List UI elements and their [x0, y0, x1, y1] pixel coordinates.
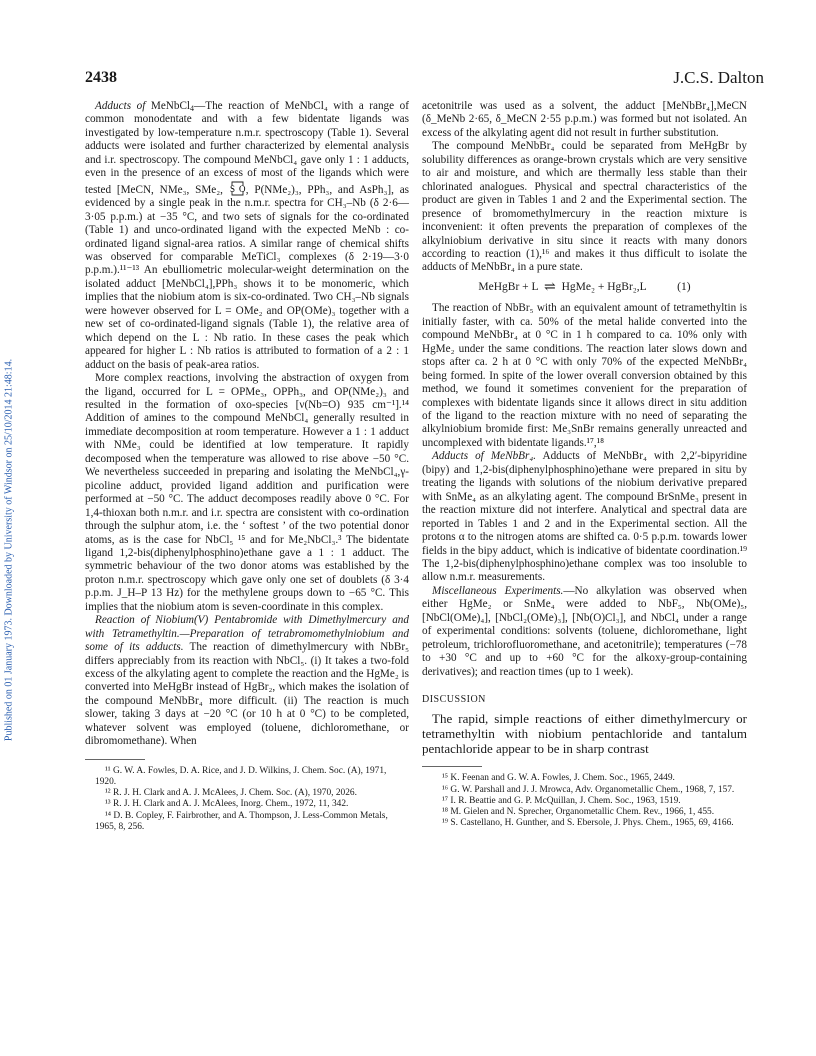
footnotes-left — [85, 766, 409, 833]
paragraph-adducts-mecl4: Adducts of MeNbCl$_4$—The reaction of MeNbCl₄ with a range of common monodentate and with a few bidentate ligands was investigated by low-temperature n.m.r. spectroscopy (Table 1). Several adducts were isolated and further characterized by elemental analysis and i.r. spectroscopy. The compound MeNbCl₄ gave only 1 : 1 adducts, even in the presence of an excess of most of the ligands which were tested [MeCN, NMe₃, SMe₂, S O , P(NMe₂)₃, PPh₃, and AsPh₃], as evidenced by a single peak in the n.m.r. spectra for CH₃–Nb (δ 2·6—3·05 p.p.m.) at −35 °C, and two sets of signals for the co-ordinated (Table 1) and unco-ordinated ligand with the expected MeNb : co-ordinated ligand signal-area ratios. A similar range of chemical shifts was observed for comparable MeTiCl₃ complexes (δ 2·19—3·0 p.p.m.).¹¹⁻¹³ An ebulliometric molecular-weight determination on the isolated adduct [MeNbCl₄],PPh₃ shows it to be monomeric, which implies that the niobium atom is six-co-ordinated. Two CH₃–Nb signals were however observed for L = OMe₂ and OP(OMe)₃ together with a new set of co-ordinated-ligand signals (Table 1), the relative area of which depend on the L : Nb ratio. In these cases the peak which appeared for higher L : Nb ratios is attributed to formation of a 2 : 1 adduct on the basis of peak-area ratios. — [85, 100, 410, 371]
page-number: 2438 — [85, 69, 117, 86]
footnote-12: ¹² R. J. H. Clark and A. J. McAlees, J. Chem. Soc. (A), 1970, 2026. — [105, 788, 357, 799]
footnote-17: ¹⁷ I. R. Beattie and G. P. McQuillan, J. Chem. Soc., 1963, 1519. — [442, 795, 681, 806]
discussion-lead-paragraph: The rapid, simple reactions of either dimethylmercury or tetramethyltin with niobium pentachloride and tantalum pentachloride appear to be in sharp contrast — [422, 711, 747, 757]
equation-number: (1) — [677, 280, 691, 293]
footnote-11: ¹¹ G. W. A. Fowles, D. A. Rice, and J. D. Wilkins, J. Chem. Soc. (A), 1971, 1920. — [95, 765, 387, 787]
footnote-15: ¹⁵ K. Feenan and G. W. A. Fowles, J. Chem. Soc., 1965, 2449. — [442, 773, 675, 784]
svg-text:O: O — [238, 183, 246, 194]
paragraph-complex-reactions: More complex reactions, involving the abstraction of oxygen from the ligand, occurred for L = OPMe₃, OPPh₃, and OP(NMe₂)₃ and resulted in the formation of oxo-species [ν(Nb=O) 935 cm⁻¹].¹⁴ Addition of amines to the compound MeNbCl₄ generally resulted in immediate decomposition at room temperature. However a 1 : 1 adduct with NMe₃ could be identified at low temperature. It rapidly decomposed when the temperature was allowed to rise above −50 °C. We nevertheless succeeded in preparing and isolating the MeNbCl₄,γ-picoline adduct, provided ligand addition and purification were performed at −50 °C. The adduct decomposes readily above 0 °C. For 1,4-thioxan both n.m.r. and i.r. spectra are consistent with co-ordination through the sulphur atom, i.e. the ‘ softest ’ of the two potential donor atoms, as is the case for NbCl₅ ¹⁵ and for Me₂NbCl₃.³ The bidentate ligand 1,2-bis(diphenylphosphino)ethane gave a 1 : 1 adduct. The symmetric behaviour of the two donor atoms was established by the proton n.m.r. spectroscopy which gave only one set of doublets (δ 3·4 p.p.m. J_H–P 13 Hz) for the methylene groups down to −65 °C. This implies that the niobium atom is seven-coordinate in this complex. — [85, 372, 409, 613]
section-run-in-head: Adducts of — [95, 100, 146, 112]
download-watermark — [2, 230, 16, 870]
footnote-rule — [422, 766, 482, 767]
paragraph-miscellaneous: Miscellaneous Experiments.—No alkylation was observed when either HgMe₂ or SnMe₄ were added to NbF₅, Nb(OMe)₅, [NbCl(OMe)₄], [NbCl₂(OMe)₃], [Nb(O)Cl₃], and NbCl₄ under a range of experimental conditions: solvents (toluene, dichloromethane, light petroleum, trichlorofluoromethane, and acetonitrile); temperatures (−78 to +30 °C and up to +60 °C for the alkoxy-group-containing derivatives); and reaction times (up to 1 week). — [422, 584, 748, 678]
thioxan-ring-icon — [229, 181, 246, 196]
left-column — [85, 100, 409, 833]
paragraph-adducts-mebr4: Adducts of MeNbBr₄. Adducts of MeNbBr₄ with 2,2′-bipyridine (bipy) and 1,2-bis(diphenylphosphino)ethane were prepared in situ by treating the ligands with solutions of the niobium derivative prepared with SnMe₄ as an alkylating agent. The compound BrSnMe₃ present in the reaction mixture did not interfere. Analytical and spectral data are reported in Tables 1 and 2 and in the Experimental section. All the protons α to the nitrogen atoms are shifted ca. 0·5 p.p.m. towards lower fields in the bipy adduct, which is indicative of bidentate coordination.¹⁹ The 1,2-bis(diphenylphosphino)ethane complex was too insoluble to allow n.m.r. measurements. — [422, 450, 747, 584]
footnote-18: ¹⁸ M. Gielen and N. Sprecher, Organometallic Chem. Rev., 1966, 1, 455. — [442, 807, 715, 818]
journal-title: J.C.S. Dalton — [673, 68, 764, 87]
footnote-16: ¹⁶ G. W. Parshall and J. J. Mrowca, Adv. Organometallic Chem., 1968, 7, 157. — [442, 784, 735, 795]
download-watermark-text: Published on 01 January 1973. Downloaded by University of Windsor on 25/10/2014 21:48:14. — [3, 358, 15, 742]
svg-text:S: S — [229, 183, 235, 194]
section-heading-miscellaneous: Miscellaneous Experiments. — [432, 584, 564, 597]
equation-1 — [422, 281, 747, 294]
paragraph-acetonitrile: acetonitrile was used as a solvent, the adduct [MeNbBr₄],MeCN (δ_MeNb 2·65, δ_MeCN 2·55 p.p.m.) was formed but not isolated. An excess of the alkylating agent did not result in further substitution. — [422, 100, 747, 139]
footnote-13: ¹³ R. J. H. Clark and A. J. McAlees, Inorg. Chem., 1972, 11, 342. — [105, 799, 349, 810]
footnotes-right — [422, 773, 747, 829]
footnote-19: ¹⁹ S. Castellano, H. Gunther, and S. Ebersole, J. Phys. Chem., 1965, 69, 4166. — [442, 818, 734, 829]
footnote-14: ¹⁴ D. B. Copley, F. Fairbrother, and A. Thompson, J. Less-Common Metals, 1965, 8, 256. — [95, 810, 388, 832]
paragraph-mebr4-separation: The compound MeNbBr₄ could be separated from MeHgBr by solubility differences as orange-brown crystals which are very sensitive to air and moisture, and which are thermally less stable than their chlorinated analogues. Physical and spectral characteristics of the product are given in Tables 1 and 2 and the Experimental section. The presence of bromomethylmercury in the reaction mixture is inconvenient: it often prevents the preparation of complexes of the alkylniobium derivative in situ since it reacts with many donors according to reaction (1),¹⁶ and makes it thus difficult to isolate the adducts of MeNbBr₄ in a pure state. — [422, 140, 747, 274]
equilibrium-arrows-icon: ⇌ — [544, 279, 556, 295]
equation-left-side: MeHgBr + L — [478, 280, 539, 293]
equation-right-side: HgMe₂ + HgBr₂,L — [561, 280, 647, 293]
section-heading-adducts-mebr4: Adducts of MeNbBr₄. — [432, 450, 537, 463]
section-heading-nbbr5: Reaction of Niobium(V) Pentabromide with Dimethylmercury and with Tetramethyltin.—Preparation of tetrabromomethylniobium and some of its adducts. — [85, 614, 409, 654]
paragraph-nbbr5-reaction: Reaction of Niobium(V) Pentabromide with Dimethylmercury and with Tetramethyltin.—Preparation of tetrabromomethylniobium and some of its adducts. The reaction of dimethylmercury with NbBr₅ differs appreciably from its reaction with NbCl₅. (i) It takes a two-fold excess of the alkylating agent to complete the reaction and the HgMe₂ is converted into MeHgBr instead of HgBr₂, which makes the isolation of the compound MeNbBr₄ more difficult. (ii) The reaction is much slower, taking 3 days at −20 °C (or 10 h at 0 °C) to be completed, whatever solvent was employed (toluene, dichloromethane, or dibromomethane). When — [85, 614, 409, 748]
paragraph-tetramethyltin: The reaction of NbBr₅ with an equivalent amount of tetramethyltin is initially faster, with ca. 50% of the metal halide converted into the compound MeNbBr₄ at 0 °C in 1 h compared to ca. 10% only with HgMe₂ under the same conditions. The reaction later slows down and stops after ca. 2 h at 0 °C with only 70% of the expected MeNbBr₄ being formed. In spite of the lower overall conversion obtained by this method, we found it sometimes convenient for the preparation of complexes with bidentate ligands since it allows direct in situ addition of the ligand to the reaction mixture with no need of separating the alkylniobium bromide first: Me₃SnBr remains generally unreacted and uncomplexed with bidentate ligands.¹⁷,¹⁸ — [422, 302, 747, 449]
right-column — [422, 100, 747, 830]
discussion-heading: DISCUSSION — [422, 694, 486, 706]
footnote-rule — [85, 759, 145, 760]
